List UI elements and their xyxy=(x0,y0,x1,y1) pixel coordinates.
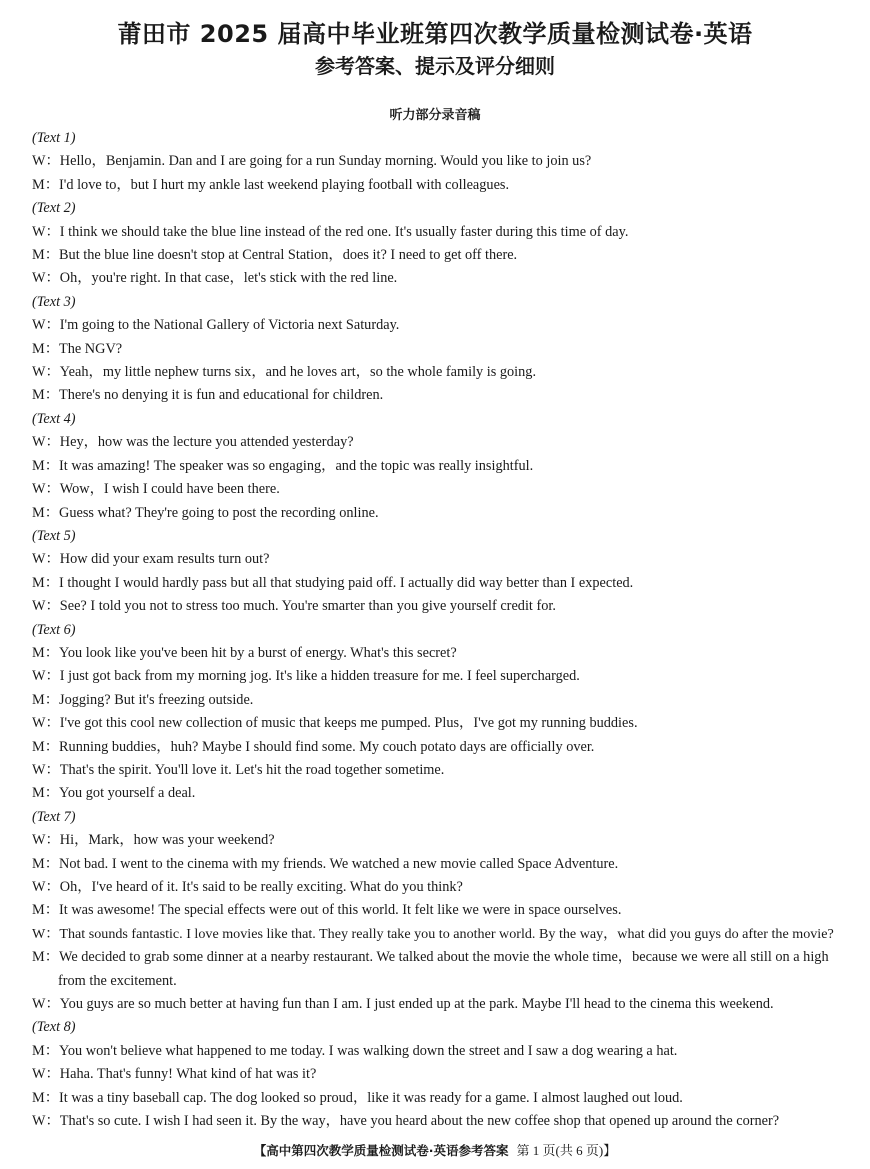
dialogue-line: M：There's no denying it is fun and educational for children. xyxy=(32,387,384,404)
dialogue-line: W：Hi，Mark，how was your weekend? xyxy=(32,832,275,849)
dialogue-line: M：But the blue line doesn't stop at Central Station，does it? I need to get off there. xyxy=(32,247,518,264)
dialogue-line: M：I thought I would hardly pass but all that studying paid off. I actually did way better than I expected. xyxy=(32,574,634,591)
dialogue-line: M：You got yourself a deal. xyxy=(32,785,196,802)
dialogue-line: W：Yeah，my little nephew turns six，and he loves art，so the whole family is going. xyxy=(32,364,537,381)
dialogue-line: M：It was amazing! The speaker was so engaging，and the topic was really insightful. xyxy=(32,457,534,474)
dialogue-line: M：Running buddies，huh? Maybe I should find some. My couch potato days are officially over. xyxy=(32,738,595,755)
text-label: (Text 6) xyxy=(32,621,76,638)
dialogue-line: M：I'd love to，but I hurt my ankle last weekend playing football with colleagues. xyxy=(32,176,510,193)
dialogue-line: W：I've got this cool new collection of music that keeps me pumped. Plus，I've got my running buddies. xyxy=(32,715,638,732)
footer-text: 【高中第四次教学质量检测试卷·英语参考答案 xyxy=(253,1143,509,1158)
dialogue-line: M：You won't believe what happened to me today. I was walking down the street and I saw a dog wearing a hat. xyxy=(32,1042,678,1059)
text-label: (Text 7) xyxy=(32,808,76,825)
dialogue-line: W：Hey，how was the lecture you attended yesterday? xyxy=(32,434,354,451)
page-number: 第 1 页(共 6 页)】 xyxy=(516,1143,617,1158)
dialogue-line: W：That sounds fantastic. I love movies like that. They really take you to another world. By the way，what did you guys do after the movie? xyxy=(32,925,834,942)
dialogue-line: W：You guys are so much better at having fun than I am. I just ended up at the park. Maybe I'll head to the cinema this weekend. xyxy=(32,996,774,1013)
text-label: (Text 8) xyxy=(32,1019,76,1036)
dialogue-line: W：I just got back from my morning jog. It's like a hidden treasure for me. I feel supercharged. xyxy=(32,668,580,685)
document-title: 莆田市 2025 届高中毕业班第四次教学质量检测试卷·英语 xyxy=(117,20,753,48)
dialogue-line: M：Guess what? They're going to post the recording online. xyxy=(32,504,379,521)
dialogue-line: W：Oh，I've heard of it. It's said to be really exciting. What do you think? xyxy=(32,879,463,895)
page-footer xyxy=(0,1140,870,1159)
dialogue-line: M：You look like you've been hit by a burst of energy. What's this secret? xyxy=(32,644,457,661)
transcript xyxy=(32,127,844,1133)
dialogue-line: M：It was a tiny baseball cap. The dog looked so proud，like it was ready for a game. I almost laughed out loud. xyxy=(32,1089,683,1106)
section-title: 听力部分录音稿 xyxy=(389,108,481,123)
dialogue-line: W：That's so cute. I wish I had seen it. By the way，have you heard about the new coffee shop that opened up around the corner? xyxy=(32,1113,780,1130)
dialogue-line: M：Jogging? But it's freezing outside. xyxy=(32,691,254,708)
dialogue-line: W：I think we should take the blue line instead of the red one. It's usually faster during this time of day. xyxy=(32,223,629,240)
dialogue-line: W：Hello，Benjamin. Dan and I are going for a run Sunday morning. Would you like to join us? xyxy=(32,153,592,170)
dialogue-line: W：Haha. That's funny! What kind of hat was it? xyxy=(32,1066,317,1083)
dialogue-line: M：Not bad. I went to the cinema with my friends. We watched a new movie called Space Adventure. xyxy=(32,855,619,872)
dialogue-line: W：See? I told you not to stress too much. You're smarter than you give yourself credit for. xyxy=(32,598,556,615)
dialogue-line: W：Wow，I wish I could have been there. xyxy=(32,481,280,498)
dialogue-line: M：We decided to grab some dinner at a nearby restaurant. We talked about the movie the whole time，because we were all still on a high from the excitement. xyxy=(32,949,829,989)
text-label: (Text 2) xyxy=(32,200,76,217)
dialogue-line: W：I'm going to the National Gallery of Victoria next Saturday. xyxy=(32,317,400,334)
dialogue-line: W：Oh，you're right. In that case，let's stick with the red line. xyxy=(32,270,398,287)
text-label: (Text 4) xyxy=(32,410,76,427)
text-label: (Text 1) xyxy=(32,130,76,146)
text-label: (Text 3) xyxy=(32,293,76,310)
dialogue-line: W：How did your exam results turn out? xyxy=(32,551,270,568)
document-subtitle: 参考答案、提示及评分细则 xyxy=(315,54,555,78)
dialogue-line: M：The NGV? xyxy=(32,340,123,357)
dialogue-line: M：It was awesome! The special effects were out of this world. It felt like we were in space ourselves. xyxy=(32,902,622,919)
dialogue-line: W：That's the spirit. You'll love it. Let's hit the road together sometime. xyxy=(32,761,445,778)
text-label: (Text 5) xyxy=(32,527,76,544)
